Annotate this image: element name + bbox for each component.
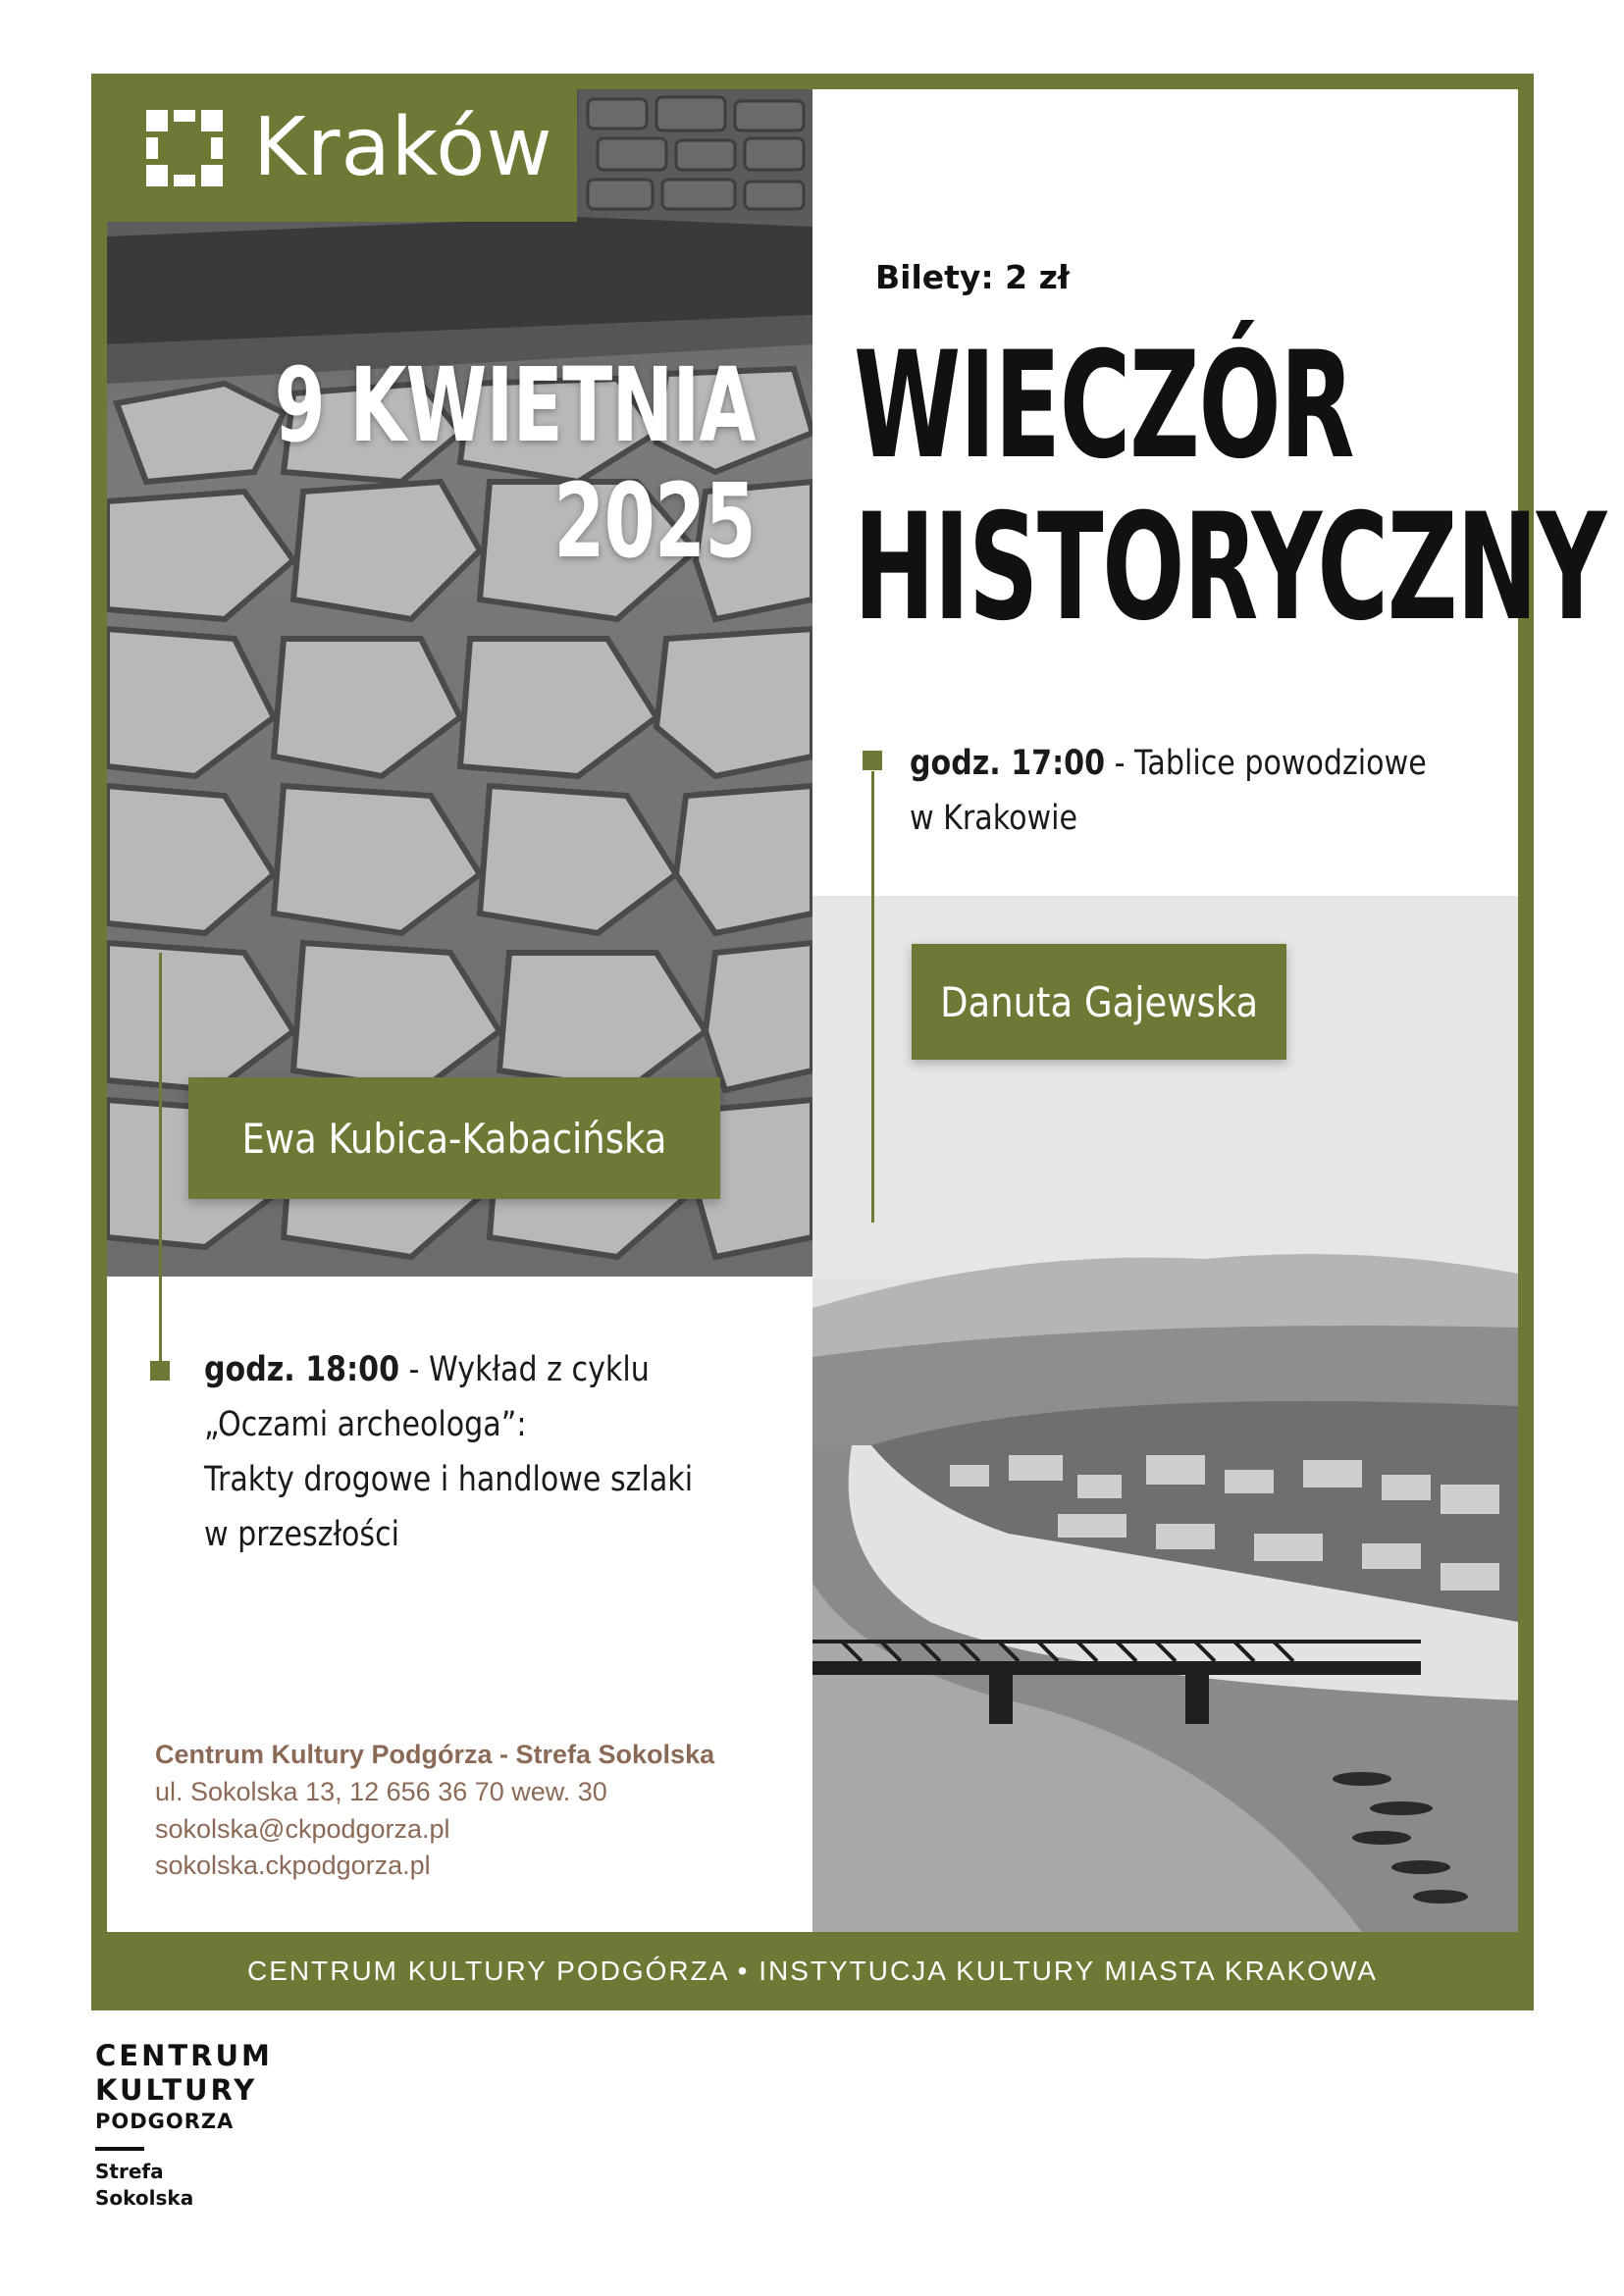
speaker-badge-1 bbox=[912, 944, 1286, 1060]
event-title-line2: HISTORYCZNY bbox=[854, 483, 1606, 653]
krakow-logo-block bbox=[91, 74, 577, 222]
event-title bbox=[854, 321, 1606, 653]
contact-website-link[interactable]: sokolska.ckpodgorza.pl bbox=[155, 1851, 431, 1881]
schedule-text-1a: - Tablice powodziowe bbox=[1105, 744, 1427, 783]
schedule-text-2c: Trakty drogowe i handlowe szlaki bbox=[204, 1460, 694, 1499]
ck-podgorza-logo bbox=[95, 2039, 273, 2212]
contact-address: ul. Sokolska 13, 12 656 36 70 wew. 30 bbox=[155, 1776, 607, 1806]
ck-logo-line5: Sokolska bbox=[95, 2185, 194, 2210]
footer-text: CENTRUM KULTURY PODGÓRZA • INSTYTUCJA KULTURY MIASTA KRAKOWA bbox=[247, 1955, 1378, 1986]
speaker-badge-2 bbox=[188, 1077, 720, 1199]
event-date-day: 9 KWIETNIA bbox=[274, 345, 756, 465]
contact-org: Centrum Kultury Podgórza - Strefa Sokolska bbox=[155, 1740, 715, 1769]
schedule-item-1 bbox=[910, 736, 1449, 846]
event-date-year: 2025 bbox=[553, 460, 756, 581]
timeline-line-1 bbox=[871, 771, 874, 1223]
speaker-name-1: Danuta Gajewska bbox=[939, 977, 1259, 1026]
schedule-time-2: godz. 18:00 bbox=[204, 1350, 400, 1389]
schedule-text-1b: w Krakowie bbox=[910, 799, 1078, 838]
schedule-item-2 bbox=[204, 1342, 727, 1562]
footer-band bbox=[91, 1931, 1534, 2010]
event-title-line1: WIECZÓR bbox=[854, 321, 1354, 492]
speaker-name-2: Ewa Kubica-Kabacińska bbox=[241, 1114, 667, 1163]
timeline-line-2 bbox=[159, 953, 162, 1380]
timeline-dot-1 bbox=[863, 751, 882, 770]
contact-email-link[interactable]: sokolska@ckpodgorza.pl bbox=[155, 1813, 450, 1844]
ck-logo-line1: CENTRUM bbox=[95, 2039, 273, 2072]
schedule-text-2d: w przeszłości bbox=[204, 1515, 400, 1554]
schedule-text-2a: - Wykład z cyklu bbox=[399, 1350, 650, 1389]
schedule-time-1: godz. 17:00 bbox=[910, 744, 1106, 783]
krakow-logo-icon bbox=[146, 110, 223, 186]
contact-info bbox=[155, 1737, 714, 1885]
ticket-price: Bilety: 2 zł bbox=[875, 258, 1071, 296]
event-date bbox=[274, 345, 756, 581]
ck-logo-divider bbox=[95, 2147, 144, 2151]
ck-logo-line2: KULTURY bbox=[95, 2072, 258, 2107]
ck-logo-line4: Strefa bbox=[95, 2159, 164, 2183]
timeline-dot-2 bbox=[150, 1361, 170, 1381]
schedule-text-2b: „Oczami archeologa”: bbox=[204, 1405, 527, 1444]
krakow-logo-text: Kraków bbox=[253, 101, 553, 194]
ck-logo-line3: PODGORZA bbox=[95, 2109, 235, 2133]
